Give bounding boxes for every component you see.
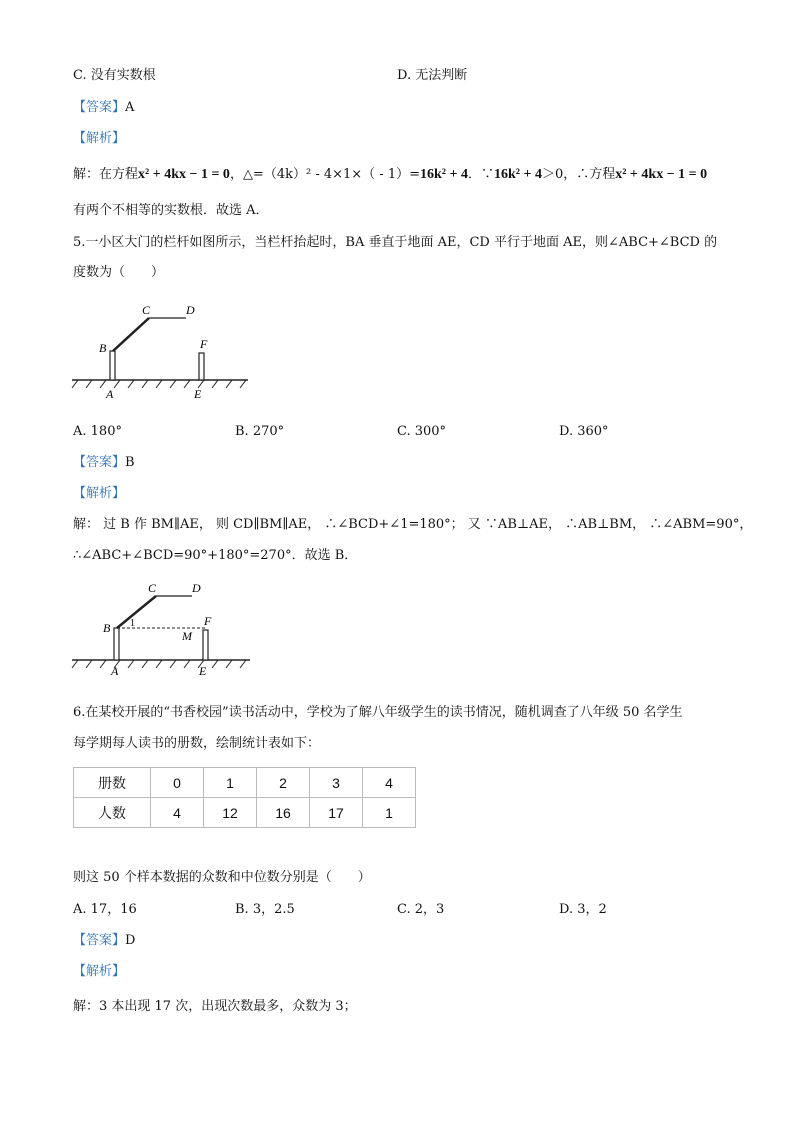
option-d: D. 无法判断: [397, 68, 468, 83]
option-a: A. 180°: [73, 424, 122, 439]
label-E: E: [199, 664, 207, 678]
answer-line: [73, 932, 135, 950]
answer-value: A: [125, 100, 135, 115]
analysis-tag: 【解析】: [73, 486, 126, 501]
label-M: M: [182, 629, 192, 643]
table-row: [74, 798, 416, 828]
table-cell: 人数: [74, 798, 151, 828]
answer-value: B: [125, 455, 135, 470]
table-cell: 1: [204, 768, 257, 798]
analysis-tag: 【解析】: [73, 964, 126, 979]
option-c: C. 300°: [397, 424, 447, 439]
label-D: D: [192, 581, 201, 595]
label-angle-1: 1: [130, 618, 135, 629]
solution-conclusion: 有两个不相等的实数根．故选 A．: [73, 203, 269, 218]
table-cell: 1: [363, 798, 416, 828]
label-A: A: [111, 664, 119, 678]
question-6-stem: 6.在某校开展的“书香校园”读书活动中，学校为了解八年级学生的读书情况，随机调查了八年级 50 名学生: [73, 705, 683, 720]
solution-text: 解：在方程: [73, 167, 139, 182]
option-b: B. 3，2.5: [235, 902, 295, 917]
table-cell: 4: [151, 798, 204, 828]
label-E: E: [194, 387, 202, 401]
label-C: C: [142, 303, 151, 317]
solution-line-1: 解： 过 B 作 BM∥AE， 则 CD∥BM∥AE， ∴∠BCD+∠1=180°； 又 ∵AB⊥AE， ∴AB⊥BM， ∴∠ABM=90°，: [73, 517, 753, 532]
option-c: C. 没有实数根: [73, 68, 156, 83]
label-F: F: [200, 337, 208, 351]
answer-tag: 【答案】: [73, 455, 126, 470]
gate-figure-1: [68, 296, 258, 408]
table-cell: 3: [310, 768, 363, 798]
analysis-tag: 【解析】: [73, 131, 126, 146]
answer-line: [73, 99, 134, 117]
gate-figure-2: [68, 578, 258, 678]
option-d: D. 360°: [559, 424, 609, 439]
option-c: C. 2，3: [397, 902, 445, 917]
label-C: C: [148, 581, 157, 595]
table-cell: 4: [363, 768, 416, 798]
table-cell: 2: [257, 768, 310, 798]
answer-line: [73, 454, 135, 472]
question-6-stem-cont: 每学期每人读书的册数，绘制统计表如下：: [73, 736, 321, 751]
table-cell: 12: [204, 798, 257, 828]
solution-line-1: 解：3 本出现 17 次，出现次数最多，众数为 3；: [73, 999, 357, 1014]
equation: x² + 4kx − 1 = 0: [615, 167, 708, 182]
solution-line-2: ∴∠ABC+∠BCD=90°+180°=270°．故选 B．: [73, 548, 358, 563]
option-a: A. 17，16: [73, 902, 137, 917]
question-5-stem-cont: 度数为（ ）: [73, 265, 165, 280]
option-b: B. 270°: [235, 424, 285, 439]
label-A: A: [106, 387, 114, 401]
table-cell: 册数: [74, 768, 151, 798]
table-cell: 0: [151, 768, 204, 798]
question-6-prompt: 则这 50 个样本数据的众数和中位数分别是（ ）: [73, 870, 371, 885]
table-row: [74, 768, 416, 798]
table-cell: 17: [310, 798, 363, 828]
label-F: F: [204, 614, 212, 628]
stats-table: [73, 767, 416, 828]
solution-text: ＞0，∴方程: [541, 167, 616, 182]
answer-tag: 【答案】: [73, 100, 126, 115]
question-5-stem: 5.一小区大门的栏杆如图所示，当栏杆抬起时，BA 垂直于地面 AE，CD 平行于地面 AE，则∠ABC+∠BCD 的: [73, 235, 718, 250]
table-cell: 16: [257, 798, 310, 828]
option-d: D. 3，2: [559, 902, 607, 917]
equation: x² + 4kx − 1 = 0: [138, 167, 230, 182]
answer-value: D: [125, 933, 136, 948]
solution-text: ，△=（4k）² - 4×1×（ - 1）=: [229, 167, 420, 182]
equation: 16k² + 4: [493, 167, 542, 182]
label-B: B: [103, 621, 111, 635]
solution-line: [73, 166, 707, 184]
label-B: B: [99, 341, 107, 355]
answer-tag: 【答案】: [73, 933, 126, 948]
solution-text: ．∵: [467, 167, 494, 182]
label-D: D: [186, 303, 195, 317]
equation: 16k² + 4: [420, 167, 468, 182]
